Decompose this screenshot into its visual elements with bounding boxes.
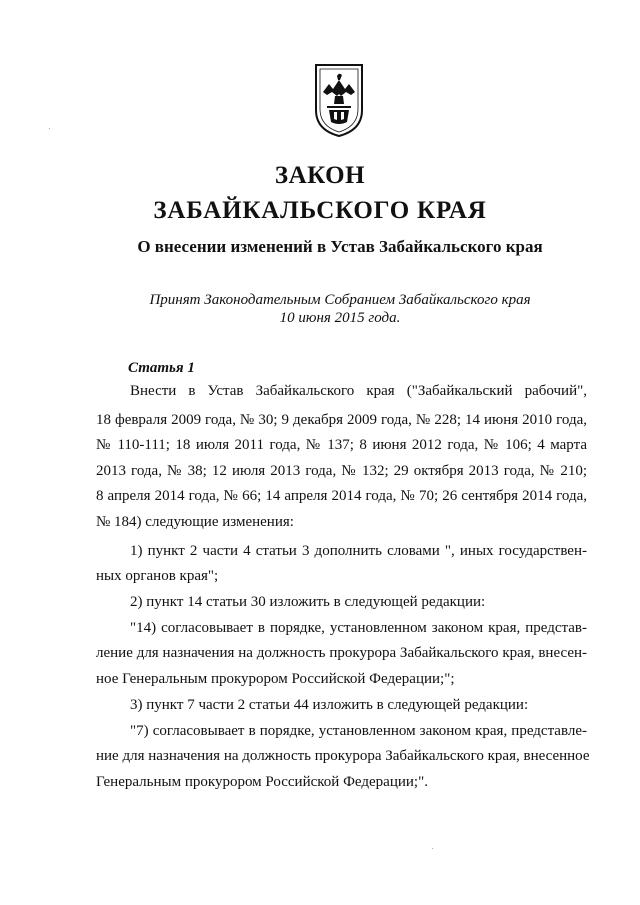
scan-speck [49, 128, 50, 129]
document-title-region: ЗАБАЙКАЛЬСКОГО КРАЯ [153, 197, 487, 224]
quoted-text-line: ние для назначения на должность прокурора Забайкальского края, внесенное [96, 748, 590, 764]
article-heading: Статья 1 [128, 360, 195, 376]
amendment-item: 3) пункт 7 части 2 статьи 44 изложить в следующей редакции: [130, 697, 529, 713]
body-line: Внести в Устав Забайкальского края ("Забайкальский рабочий", [130, 383, 587, 399]
scan-speck [432, 848, 433, 849]
body-line: 18 февраля 2009 года, № 30; 9 декабря 2009 года, № 228; 14 июня 2010 года, [96, 412, 587, 428]
amendment-item: 1) пункт 2 части 4 статьи 3 дополнить словами ", иных государствен- [130, 543, 587, 559]
quoted-text-line: "7) согласовывает в порядке, установленном законом края, представле- [130, 723, 587, 739]
quoted-text-line: ление для назначения на должность прокурора Забайкальского края, внесен- [96, 645, 587, 661]
quoted-text-line: Генеральным прокурором Российской Федерации;". [96, 774, 428, 790]
adoption-date: 10 июня 2015 года. [279, 310, 401, 326]
document-title: ЗАКОН [274, 162, 366, 189]
coat-of-arms-emblem [313, 62, 365, 138]
body-line: ных органов края"; [96, 568, 219, 584]
body-line: 2013 года, № 38; 12 июля 2013 года, № 132; 29 октября 2013 года, № 210; [96, 463, 587, 479]
quoted-text-line: ное Генеральным прокурором Российской Федерации;"; [96, 671, 455, 687]
body-line: № 110-111; 18 июля 2011 года, № 137; 8 июня 2012 года, № 106; 4 марта [96, 437, 587, 453]
quoted-text-line: "14) согласовывает в порядке, установленном законом края, представ- [130, 620, 587, 636]
adoption-note: Принят Законодательным Собранием Забайкальского края [149, 292, 531, 308]
body-line: № 184) следующие изменения: [96, 514, 294, 530]
body-line: 8 апреля 2014 года, № 66; 14 апреля 2014 года, № 70; 26 сентября 2014 года, [96, 488, 587, 504]
amendment-item: 2) пункт 14 статьи 30 изложить в следующей редакции: [130, 594, 486, 610]
document-subtitle: О внесении изменений в Устав Забайкальского края [137, 237, 543, 256]
